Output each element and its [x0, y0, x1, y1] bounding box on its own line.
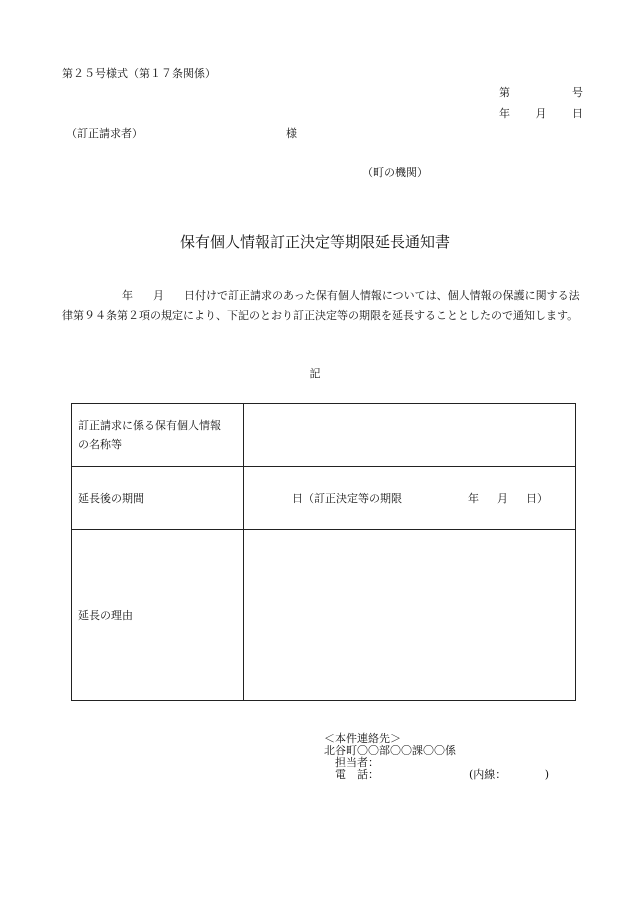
document-number-prefix: 第	[499, 86, 510, 99]
document-number	[499, 87, 583, 98]
period-year: 年	[468, 492, 479, 505]
date-month: 月	[535, 107, 547, 120]
body-month: 月	[153, 289, 164, 302]
extension-reason-value	[244, 530, 576, 701]
extension-reason-label: 延長の理由	[72, 530, 244, 701]
period-day-close: 日）	[526, 492, 548, 505]
details-table	[71, 403, 576, 701]
info-name-label-line1: 訂正請求に係る保有個人情報	[78, 419, 221, 432]
contact-info	[324, 733, 549, 781]
recipient-honorific: 様	[286, 127, 297, 140]
contact-person-label: 担当者：	[335, 756, 379, 769]
body-year: 年	[122, 289, 133, 302]
extended-period-value	[244, 467, 576, 530]
contact-department: 北谷町〇〇部〇〇課〇〇係	[324, 744, 456, 757]
document-title: 保有個人情報訂正決定等期限延長通知書	[179, 233, 450, 251]
info-name-label	[72, 404, 244, 467]
info-name-value	[244, 404, 576, 467]
extended-period-label: 延長後の期間	[72, 467, 244, 530]
date-day: 日	[572, 107, 583, 120]
table-row	[72, 467, 576, 530]
issuer: （町の機関）	[362, 166, 428, 179]
table-row	[72, 530, 576, 701]
notice-body	[62, 286, 584, 326]
document-date	[499, 108, 583, 119]
table-row	[72, 404, 576, 467]
contact-extension: (内線： )	[469, 768, 550, 781]
contact-phone	[324, 769, 549, 781]
date-year: 年	[499, 107, 510, 120]
contact-phone-label: 電 話：	[335, 768, 379, 781]
body-text: 日付けで訂正請求のあった保有個人情報については、個人情報の保護に関する法律第９４条第２項の規定により、下記のとおり訂正決定等の期限を延長することとしたので通知します。	[62, 289, 580, 322]
ki-heading: 記	[309, 367, 321, 380]
contact-heading: ＜本件連絡先＞	[324, 732, 401, 745]
info-name-label-line2: の名称等	[78, 438, 122, 451]
recipient: （訂正請求者）	[66, 127, 143, 140]
form-number: 第２５号様式（第１７条関係）	[62, 67, 216, 80]
document-number-suffix: 号	[572, 86, 583, 99]
period-day: 日（訂正決定等の期限	[292, 492, 402, 505]
period-month: 月	[497, 492, 508, 505]
